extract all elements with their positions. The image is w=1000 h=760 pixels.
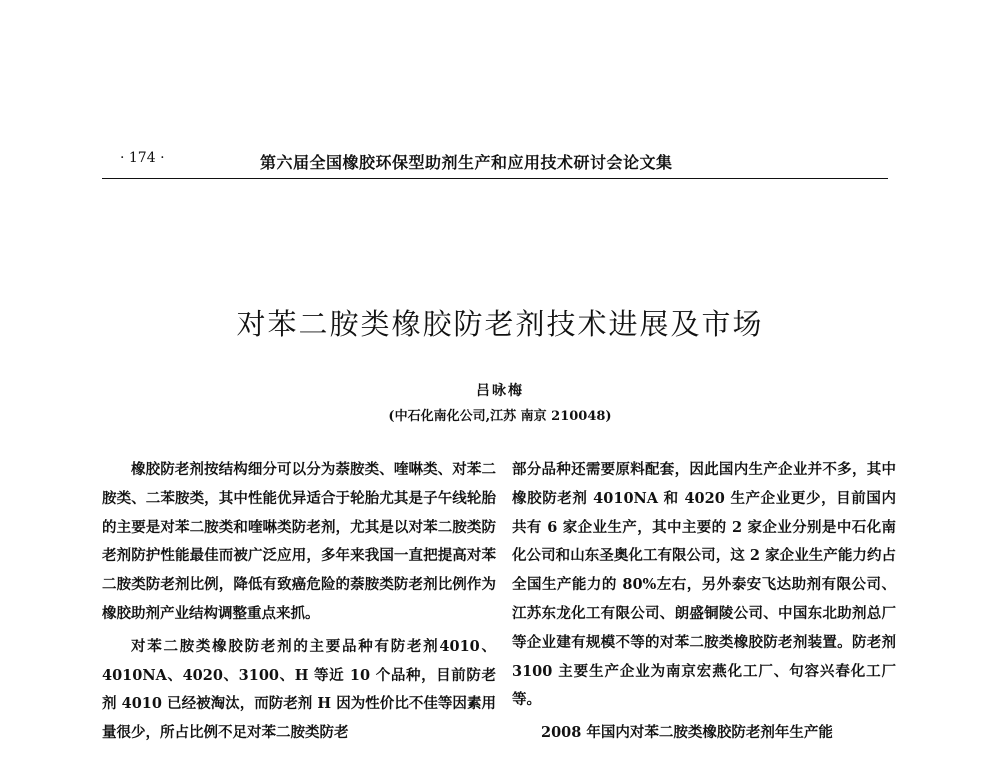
header-rule bbox=[102, 178, 888, 179]
paragraph: 对苯二胺类橡胶防老剂的主要品种有防老剂4010、4010NA、4020、3100、H 等近 10 个品种，目前防老剂 4010 已经被淘汰，而防老剂 H 因为性价比不佳等因素用量很少，所占比例不足对苯二胺类防老 bbox=[102, 637, 496, 742]
paragraph: 橡胶防老剂按结构细分可以分为萘胺类、喹啉类、对苯二胺类、二苯胺类，其中性能优异适合于轮胎尤其是子午线轮胎的主要是对苯二胺类和喹啉类防老剂，尤其是以对苯二胺类防老剂防护性能最佳而被广泛应用，多年来我国一直把提高对苯二胺类防老剂比例，降低有致癌危险的萘胺类防老剂比例作为橡胶助剂产业结构调整重点来抓。 bbox=[102, 461, 496, 622]
page-header bbox=[102, 150, 888, 172]
body-column-left bbox=[102, 456, 496, 748]
running-title: 第六届全国橡胶环保型助剂生产和应用技术研讨会论文集 bbox=[260, 153, 673, 172]
article-title: 对苯二胺类橡胶防老剂技术进展及市场 bbox=[236, 307, 764, 342]
page-number: · 174 · bbox=[120, 150, 165, 166]
paragraph: 2008 年国内对苯二胺类橡胶防老剂年生产能 bbox=[541, 724, 833, 742]
paragraph: 部分品种还需要原料配套，因此国内生产企业并不多，其中橡胶防老剂 4010NA 和 4020 生产企业更少，目前国内共有 6 家企业生产，其中主要的 2 家企业分别是中石化南化公司和山东圣奥化工有限公司，这 2 家企业生产能力约占全国生产能力的 80%左右，另外泰安飞达助剂有限公司、江苏东龙化工有限公司、朗盛铜陵公司、中国东北助剂总厂等企业建有规模不等的对苯二胺类橡胶防老剂装置。防老剂 3100 主要生产企业为南京宏燕化工厂、句容兴春化工厂等。 bbox=[512, 461, 896, 709]
author-affiliation: (中石化南化公司,江苏 南京 210048) bbox=[388, 409, 612, 424]
author-name: 吕咏梅 bbox=[476, 383, 524, 399]
body-column-right bbox=[512, 456, 896, 748]
